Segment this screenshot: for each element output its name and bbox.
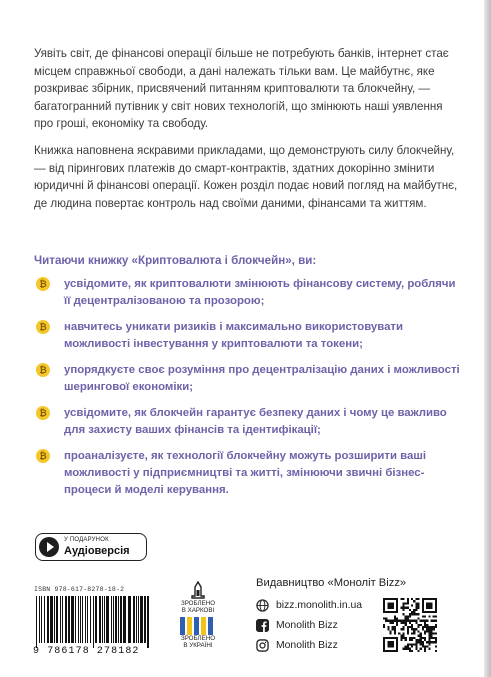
instagram-icon [256, 639, 269, 652]
facebook-link[interactable] [256, 619, 362, 639]
bitcoin-coin-icon: ₿ [36, 363, 50, 377]
book-spine-edge [484, 0, 491, 677]
made-in-ukraine-badge [172, 617, 224, 649]
barcode-number: 9 786178 278182 [33, 646, 140, 657]
facebook-text: Monolith Bizz [276, 620, 338, 631]
bitcoin-coin-icon: ₿ [36, 277, 50, 291]
list-item-text: усвідомите, як криптовалюти змінюють фінансову систему, роблячи її децентралізованою та прозорою; [64, 278, 456, 307]
list-item-text: усвідомите, як блокчейн гарантує безпеку даних і чому це важливо для захисту ваших фінансів та ідентифікації; [64, 407, 447, 436]
globe-icon [256, 599, 269, 612]
list-item [36, 276, 460, 310]
list-item [36, 405, 460, 439]
badge-line: В УКРАЇНІ [183, 642, 213, 649]
intro-text [34, 45, 458, 221]
list-item-text: навчитесь уникати ризиків і максимально використовувати можливості інвестування у криптовалюти та токени; [64, 321, 404, 350]
badge-line: ЗРОБЛЕНО [180, 635, 216, 642]
badge-line: В ХАРКОВІ [181, 607, 215, 614]
isbn-text: ISBN 978-617-8278-18-2 [34, 586, 125, 593]
benefits-lead: Читаючи книжку «Криптовалюта і блокчейн», ви: [34, 254, 317, 267]
monument-icon [190, 581, 206, 599]
bitcoin-coin-icon: ₿ [36, 320, 50, 334]
barcode-icon [34, 596, 152, 648]
website-link[interactable] [256, 599, 362, 619]
list-item-text: проаналізуєте, як технології блокчейну можуть розширити ваші можливості у підприємництві та житті, змінюючи звичні бізнес-процеси й моделі керування. [64, 450, 427, 496]
list-item [36, 319, 460, 353]
instagram-text: Monolith Bizz [276, 640, 338, 651]
intro-paragraph-2: Книжка наповнена яскравими прикладами, що демонструють силу блокчейну, — від пірингових платежів до смарт-контрактів, здатних докорінно змінити юридичні й фінансові операції. Кожен розділ подає новий погляд на майбутнє, де людина повертає контроль над своїми даними, фінансами та життям. [34, 143, 458, 210]
publisher-contacts [256, 599, 362, 659]
intro-paragraph-1: Уявіть світ, де фінансові операції більше не потребують банків, інтернет стає місцем справжньої свободи, а дані належать тільки вам. Це майбутнє, яке розкриває збірник, присвячений питанням криптовалюти та блокчейну, — багатогранний путівник у світ нових технологій, що змінюють наші уявлення про гроші, економіку та свободу. [34, 47, 449, 131]
list-item-text: упорядкуєте своє розуміння про децентралізацію даних і можливості шерингової економіки; [64, 364, 460, 393]
play-icon [39, 537, 59, 557]
audio-version-badge[interactable] [35, 533, 147, 561]
bitcoin-coin-icon: ₿ [36, 406, 50, 420]
list-item [36, 362, 460, 396]
facebook-icon [256, 619, 269, 632]
made-in-kharkiv-badge [172, 581, 224, 614]
list-item [36, 448, 460, 499]
publisher-name: Видавництво «Моноліт Bizz» [256, 577, 407, 589]
website-text: bizz.monolith.in.ua [276, 600, 363, 611]
gift-label: У ПОДАРУНОК [64, 537, 109, 543]
audio-version-label: Аудіоверсія [64, 545, 130, 557]
bitcoin-coin-icon: ₿ [36, 449, 50, 463]
badge-line: ЗРОБЛЕНО [180, 600, 216, 607]
benefits-list [36, 276, 460, 508]
qr-code-icon[interactable] [383, 598, 437, 652]
ukraine-flag-icon [180, 617, 216, 635]
instagram-link[interactable] [256, 639, 362, 659]
